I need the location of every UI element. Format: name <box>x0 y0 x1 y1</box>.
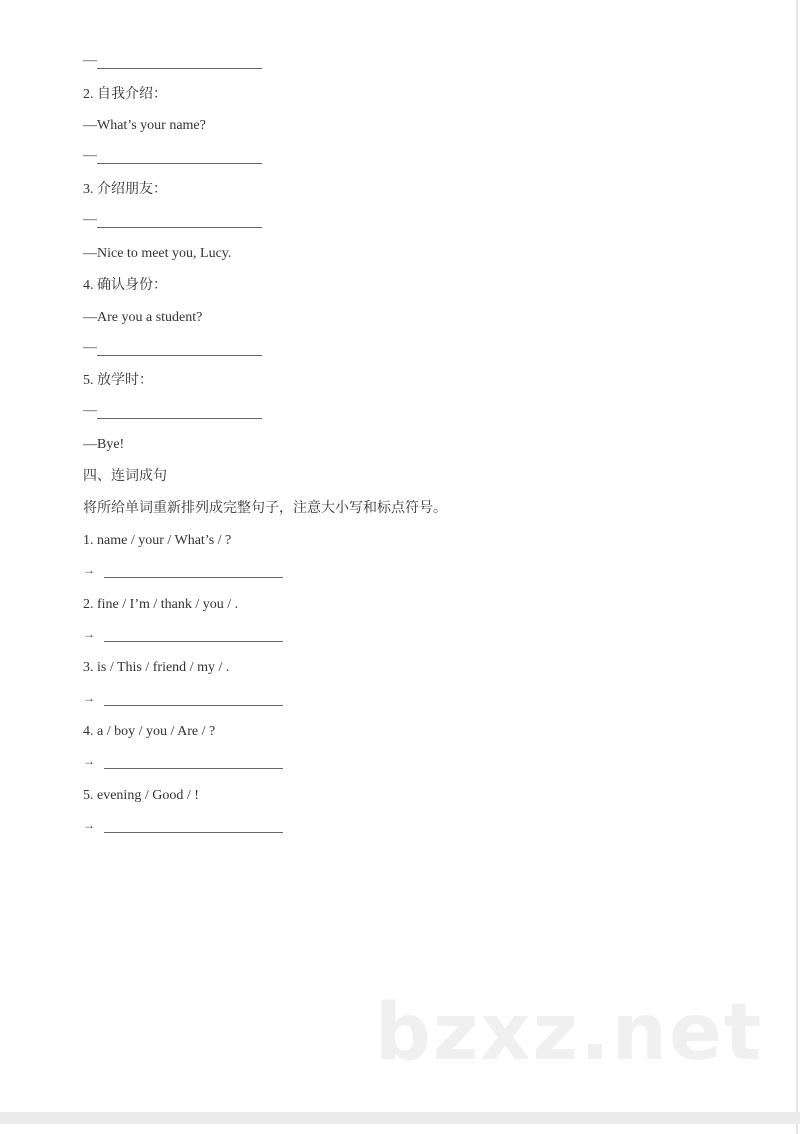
answer-line[interactable] <box>104 577 283 578</box>
answer-line[interactable] <box>97 418 262 419</box>
question-title: 3. 介绍朋友： <box>83 182 167 197</box>
question-title: 4. 确认身份： <box>83 278 167 293</box>
section-heading: 四、连词成句 <box>83 469 167 484</box>
dialogue-prompt: —What’s your name? <box>83 118 206 133</box>
reorder-question: 4. a / boy / you / Are / ? <box>83 724 216 739</box>
reorder-question: 3. is / This / friend / my / . <box>83 660 230 675</box>
arrow-icon: → <box>83 627 95 641</box>
arrow-icon: → <box>83 691 95 705</box>
dash-prefix: — <box>83 340 97 355</box>
section-instruction: 将所给单词重新排列成完整句子，注意大小写和标点符号。 <box>83 501 447 516</box>
dialogue-response: —Bye! <box>83 437 125 452</box>
dash-prefix: — <box>83 212 97 227</box>
next-page-edge <box>0 1124 798 1134</box>
dialogue-response: —Nice to meet you, Lucy. <box>83 246 232 261</box>
dash-prefix: — <box>83 53 97 68</box>
question-title: 2. 自我介绍： <box>83 87 167 102</box>
dash-prefix: — <box>83 403 97 418</box>
dialogue-prompt: —Are you a student? <box>83 310 203 325</box>
answer-line[interactable] <box>104 641 283 642</box>
arrow-icon: → <box>83 754 95 768</box>
watermark: bzxz.net <box>375 988 764 1078</box>
arrow-icon: → <box>83 818 95 832</box>
answer-line[interactable] <box>104 768 283 769</box>
dash-prefix: — <box>83 148 97 163</box>
answer-line[interactable] <box>97 163 262 164</box>
reorder-question: 5. evening / Good / ! <box>83 788 199 803</box>
answer-line[interactable] <box>97 227 262 228</box>
answer-line[interactable] <box>104 832 283 833</box>
page-separator <box>0 1112 800 1124</box>
answer-line[interactable] <box>104 705 283 706</box>
answer-line[interactable] <box>97 68 262 69</box>
question-title: 5. 放学时： <box>83 373 153 388</box>
reorder-question: 2. fine / I’m / thank / you / . <box>83 597 239 612</box>
answer-line[interactable] <box>97 355 262 356</box>
reorder-question: 1. name / your / What’s / ? <box>83 533 232 548</box>
arrow-icon: → <box>83 563 95 577</box>
